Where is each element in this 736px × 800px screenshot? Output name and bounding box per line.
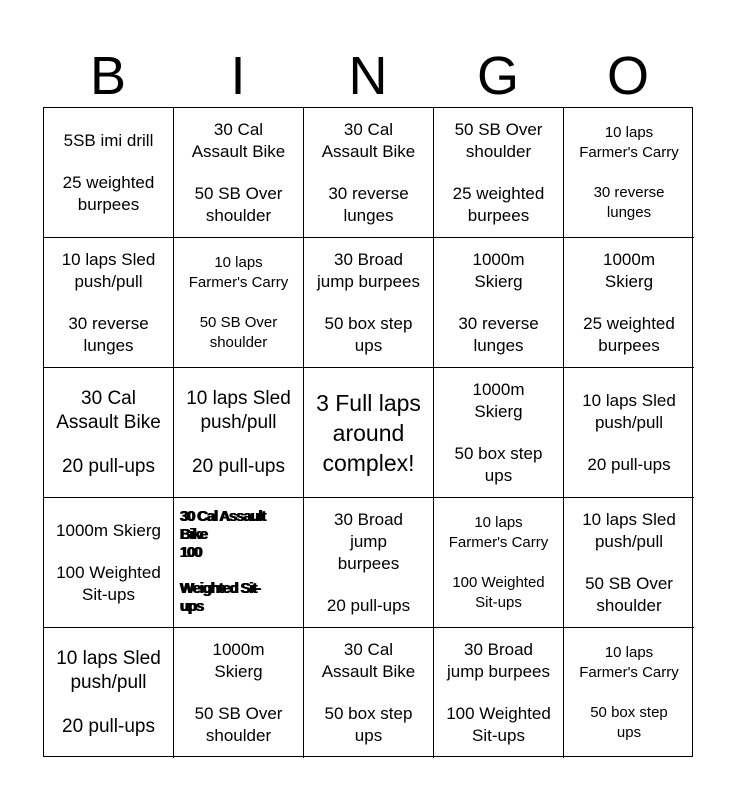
- bingo-cell-r3-c3[interactable]: [304, 368, 434, 498]
- cell-line-2: 20 pull-ups: [62, 455, 155, 477]
- cell-line-1: 10 laps Sled push/pull: [56, 648, 161, 693]
- cell-line-2: 20 pull-ups: [62, 716, 155, 737]
- bingo-cell-r3-c4[interactable]: [434, 368, 564, 498]
- cell-line-1: 30 Cal Assault Bike: [321, 640, 416, 681]
- cell-line-1: 50 SB Over shoulder: [454, 119, 543, 161]
- cell-line-2: 100 Weighted Sit-ups: [56, 562, 161, 604]
- bingo-cell-r3-c2[interactable]: [174, 368, 304, 498]
- bingo-cell-r2-c3[interactable]: [304, 238, 434, 368]
- cell-line-1: 1000m Skierg: [56, 520, 161, 540]
- bingo-cell-r1-c4[interactable]: [434, 108, 564, 238]
- cell-line-2: 25 weighted burpees: [62, 172, 155, 214]
- cell-line-2: 100 Weighted Sit-ups: [452, 573, 545, 611]
- cell-line-1: 30 Cal Assault Bike: [321, 119, 416, 161]
- header-letter-g: G: [476, 46, 519, 106]
- cell-line-1: 10 laps Sled push/pull: [582, 390, 676, 432]
- cell-line-1: 10 laps Sled push/pull: [61, 249, 156, 291]
- header-letter-b: B: [89, 46, 127, 106]
- bingo-cell-r2-c2[interactable]: [174, 238, 304, 368]
- cell-line-1: 10 laps Farmer's Carry: [579, 123, 679, 161]
- cell-line-1: 1000m Skierg: [212, 640, 265, 681]
- bingo-grid: [43, 107, 693, 757]
- bingo-header: [43, 46, 693, 106]
- cell-line-1: 10 laps Sled push/pull: [582, 509, 676, 551]
- cell-line-1: 3 Full laps around complex!: [316, 389, 421, 476]
- cell-line-1: 30 Broad jump burpees: [446, 640, 550, 681]
- bingo-cell-r4-c3[interactable]: [304, 498, 434, 628]
- bingo-cell-r4-c5[interactable]: [564, 498, 694, 628]
- bingo-cell-r4-c1[interactable]: [44, 498, 174, 628]
- cell-line-1: 30 Cal Assault Bike: [56, 387, 161, 433]
- cell-line-2: 50 SB Over shoulder: [194, 183, 283, 225]
- cell-line-2: 100 Weighted Sit-ups: [446, 704, 551, 745]
- cell-line-2: Weighted Sit- ups: [180, 580, 260, 615]
- cell-line-2: 50 SB Over shoulder: [194, 704, 283, 745]
- bingo-cell-r2-c1[interactable]: [44, 238, 174, 368]
- bingo-cell-r1-c3[interactable]: [304, 108, 434, 238]
- cell-line-1: 30 Broad jump burpees: [316, 249, 420, 291]
- header-letter-o: O: [606, 46, 649, 106]
- cell-line-2: 20 pull-ups: [587, 454, 671, 474]
- bingo-cell-r3-c1[interactable]: [44, 368, 174, 498]
- cell-line-1: 10 laps Sled push/pull: [186, 387, 291, 433]
- bingo-cell-r4-c2[interactable]: [174, 498, 304, 628]
- bingo-cell-r1-c2[interactable]: [174, 108, 304, 238]
- bingo-cell-r3-c5[interactable]: [564, 368, 694, 498]
- cell-line-1: 1000m Skierg: [472, 249, 525, 291]
- cell-line-1: 1000m Skierg: [472, 379, 525, 421]
- bingo-cell-r5-c1[interactable]: [44, 628, 174, 758]
- cell-line-2: 50 box step ups: [590, 704, 668, 741]
- cell-line-1: 30 Cal Assault Bike: [191, 119, 286, 161]
- cell-line-2: 30 reverse lunges: [458, 313, 539, 355]
- bingo-cell-r1-c5[interactable]: [564, 108, 694, 238]
- cell-line-2: 20 pull-ups: [192, 455, 285, 477]
- cell-line-2: 50 box step ups: [324, 313, 413, 355]
- cell-line-2: 50 SB Over shoulder: [199, 313, 278, 351]
- cell-line-2: 50 box step ups: [324, 704, 413, 745]
- cell-line-2: 25 weighted burpees: [452, 183, 545, 225]
- bingo-cell-r2-c5[interactable]: [564, 238, 694, 368]
- cell-line-2: 30 reverse lunges: [328, 183, 409, 225]
- cell-line-2: 30 reverse lunges: [68, 313, 149, 355]
- cell-line-1: 1000m Skierg: [603, 249, 655, 291]
- cell-line-2: 30 reverse lunges: [593, 183, 665, 221]
- bingo-cell-r4-c4[interactable]: [434, 498, 564, 628]
- cell-line-1: 10 laps Farmer's Carry: [448, 513, 549, 551]
- cell-line-2: 50 box step ups: [454, 443, 543, 485]
- cell-line-1: 10 laps Farmer's Carry: [579, 644, 679, 681]
- bingo-cell-r1-c1[interactable]: [44, 108, 174, 238]
- cell-line-1: 10 laps Farmer's Carry: [188, 253, 289, 291]
- cell-line-2: 20 pull-ups: [326, 595, 411, 615]
- cell-line-1: 5SB imi drill: [63, 130, 154, 150]
- bingo-cell-r5-c2[interactable]: [174, 628, 304, 758]
- cell-line-2: 25 weighted burpees: [583, 313, 675, 355]
- cell-line-1: 30 Cal Assault Bike 100: [180, 508, 266, 561]
- cell-line-2: 50 SB Over shoulder: [585, 573, 673, 615]
- header-letter-n: N: [348, 46, 388, 106]
- bingo-cell-r5-c4[interactable]: [434, 628, 564, 758]
- header-letter-i: I: [230, 46, 246, 106]
- bingo-cell-r5-c5[interactable]: [564, 628, 694, 758]
- bingo-cell-r5-c3[interactable]: [304, 628, 434, 758]
- cell-line-1: 30 Broad jump burpees: [334, 509, 403, 573]
- bingo-cell-r2-c4[interactable]: [434, 238, 564, 368]
